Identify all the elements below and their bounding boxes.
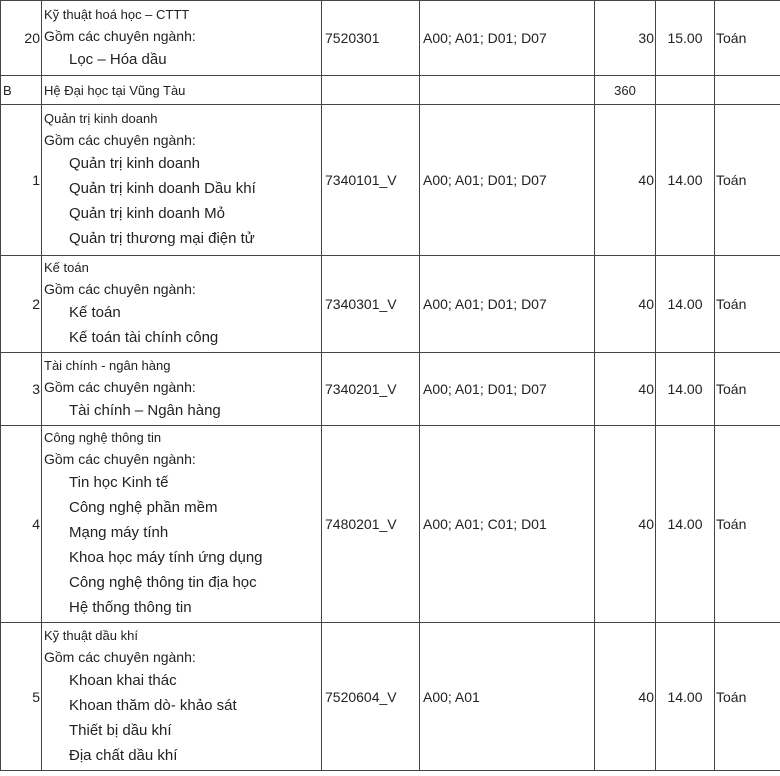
table-row [1,256,780,353]
program-intro: Gồm các chuyên ngành: [44,132,196,148]
major-item: Quản trị kinh doanh Mỏ [69,205,225,222]
program-cell [42,426,322,623]
table-row [1,623,780,771]
quota: 40 [595,623,656,771]
min-score: 15.00 [656,1,715,76]
program-title: Tài chính - ngân hàng [44,357,171,373]
program-code: 7520301 [322,1,420,76]
major-item: Khoa học máy tính ứng dụng [69,549,263,566]
program-title: Kế toán [44,260,89,275]
major-item: Kế toán [69,304,121,321]
priority-subject: Toán [715,105,780,256]
section-label: B [1,76,42,105]
program-intro: Gồm các chuyên ngành: [44,451,196,467]
row-number: 4 [1,426,42,623]
program-intro: Gồm các chuyên ngành: [44,648,196,665]
major-item: Quản trị kinh doanh Dầu khí [69,180,256,197]
row-number: 5 [1,623,42,771]
major-item: Kế toán tài chính công [69,329,219,346]
program-code: 7480201_V [322,426,420,623]
program-title: Công nghệ thông tin [44,430,162,445]
program-cell [42,623,322,771]
program-code: 7340101_V [322,105,420,256]
priority-subject: Toán [715,353,780,426]
empty-cell [322,76,420,105]
major-item: Công nghệ thông tin địa học [69,574,257,591]
program-cell [42,1,322,76]
major-item: Quản trị kinh doanh [69,155,200,172]
subject-combinations: A00; A01; D01; D07 [420,256,595,353]
table-row [1,353,780,426]
section-quota: 360 [595,76,656,105]
table-row [1,1,780,76]
subject-combinations: A00; A01; D01; D07 [420,1,595,76]
min-score: 14.00 [656,353,715,426]
program-intro: Gồm các chuyên ngành: [44,378,196,395]
min-score: 14.00 [656,426,715,623]
major-item: Mạng máy tính [69,524,169,541]
major-item: Khoan khai thác [69,671,177,689]
program-code: 7340301_V [322,256,420,353]
quota: 40 [595,256,656,353]
program-title: Kỹ thuật dầu khí [44,627,138,643]
row-number: 1 [1,105,42,256]
subject-combinations: A00; A01; C01; D01 [420,426,595,623]
program-cell [42,105,322,256]
table-row [1,426,780,623]
priority-subject: Toán [715,426,780,623]
min-score: 14.00 [656,105,715,256]
priority-subject: Toán [715,623,780,771]
subject-combinations: A00; A01; D01; D07 [420,105,595,256]
quota: 30 [595,1,656,76]
program-title: Quản trị kinh doanh [44,111,158,126]
priority-subject: Toán [715,1,780,76]
quota: 40 [595,353,656,426]
row-number: 3 [1,353,42,426]
min-score: 14.00 [656,623,715,771]
program-code: 7520604_V [322,623,420,771]
quota: 40 [595,105,656,256]
program-title: Kỹ thuật hoá học – CTTT [44,6,190,22]
section-row [1,76,780,105]
program-cell [42,256,322,353]
major-item: Tài chính – Ngân hàng [69,401,221,419]
major-item: Thiết bị dầu khí [69,721,172,739]
section-title: Hệ Đại học tại Vũng Tàu [42,76,322,105]
subject-combinations: A00; A01; D01; D07 [420,353,595,426]
major-item: Khoan thăm dò- khảo sát [69,696,237,714]
priority-subject: Toán [715,256,780,353]
program-cell [42,353,322,426]
major-item: Địa chất dầu khí [69,746,178,764]
major-item: Hệ thống thông tin [69,599,192,616]
program-intro: Gồm các chuyên ngành: [44,281,196,297]
subject-combinations: A00; A01 [420,623,595,771]
min-score: 14.00 [656,256,715,353]
program-code: 7340201_V [322,353,420,426]
major-item: Quản trị thương mại điện tử [69,230,255,247]
major-item: Lọc – Hóa dầu [69,50,167,68]
major-item: Tin học Kinh tế [69,474,169,491]
major-item: Công nghệ phần mềm [69,499,218,516]
table-row [1,105,780,256]
row-number: 2 [1,256,42,353]
row-number: 20 [1,1,42,76]
empty-cell [656,76,715,105]
empty-cell [420,76,595,105]
quota: 40 [595,426,656,623]
program-intro: Gồm các chuyên ngành: [44,27,196,44]
empty-cell [715,76,780,105]
